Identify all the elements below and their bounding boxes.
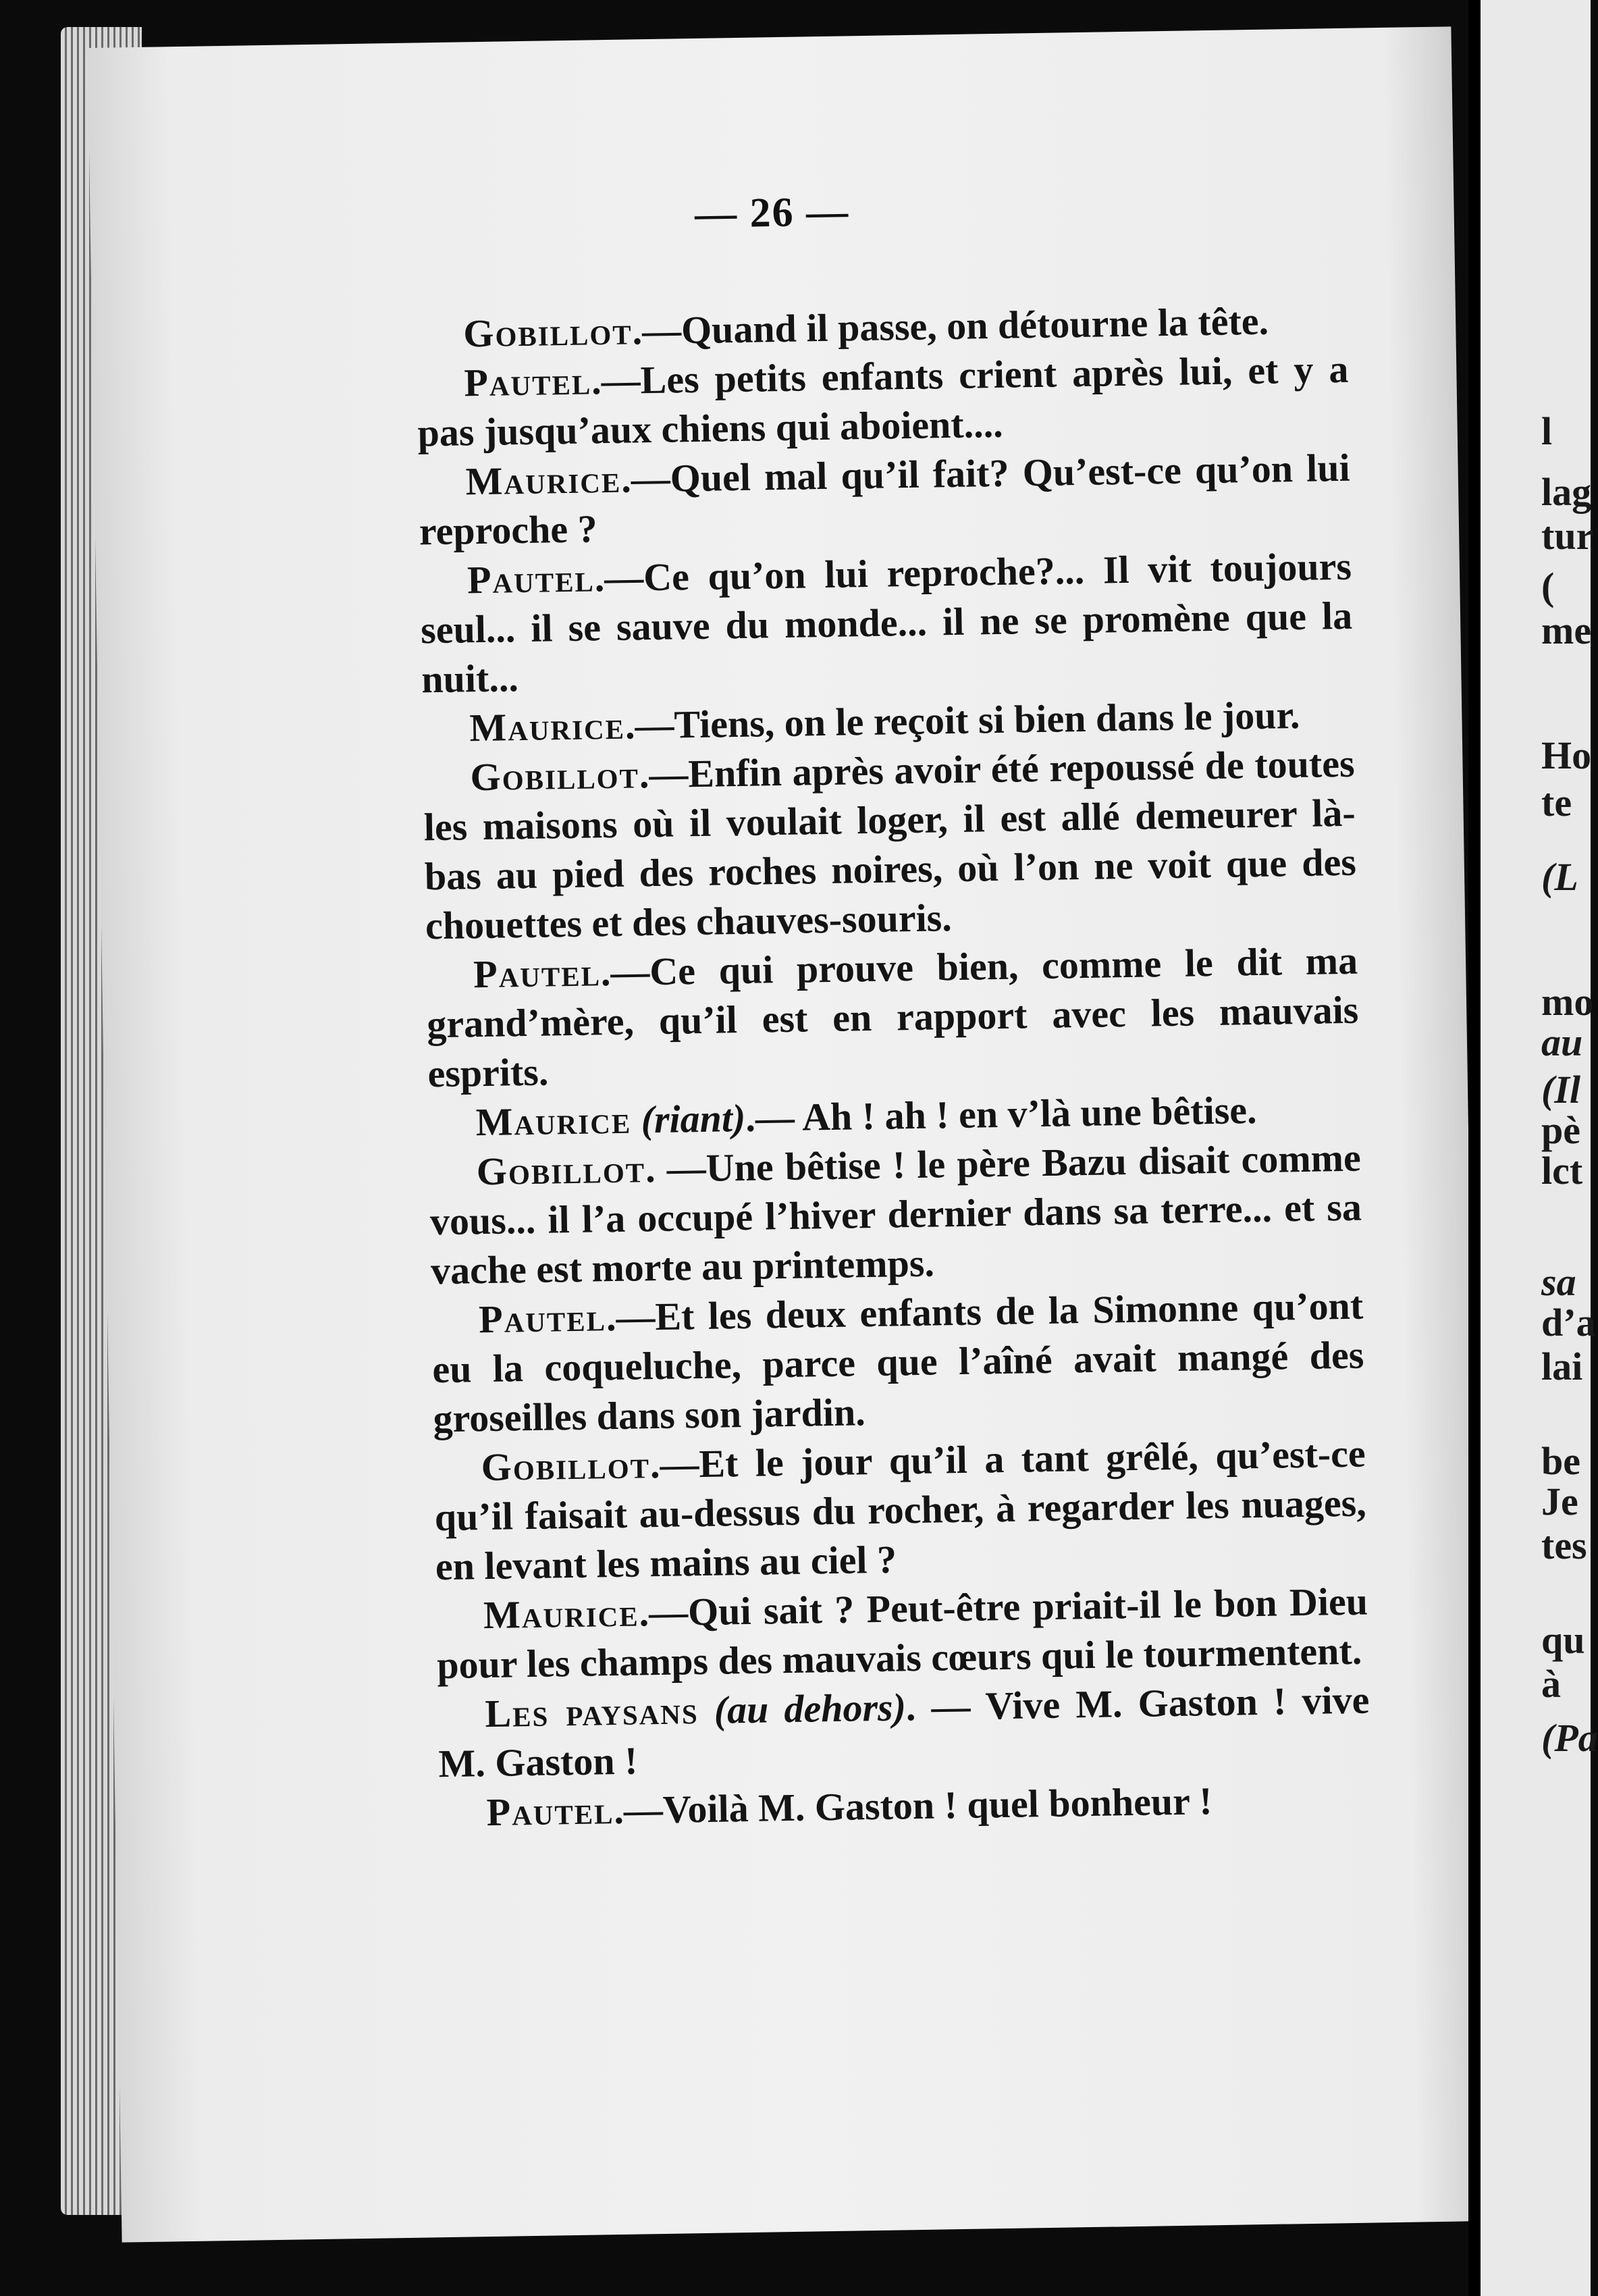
facing-page-fragment: mo: [1541, 980, 1594, 1024]
dialogue-text-run: .—Les petits enfants crient après lui, et y a pas jusqu’aux chiens qui aboient....: [417, 346, 1349, 455]
dialogue-line: [423, 739, 1357, 951]
stage-direction: (riant): [641, 1095, 746, 1142]
speaker-name: Maurice: [465, 456, 622, 504]
dialogue-text-run: .— Ah ! ah ! en v’là une bêtise.: [745, 1088, 1257, 1140]
speaker-name: Pautel: [467, 556, 595, 602]
facing-page-fragment: (: [1541, 565, 1555, 608]
facing-page-fragment: pè: [1541, 1108, 1580, 1152]
facing-page-fragment: lag: [1541, 470, 1592, 514]
speaker-name: Gobillot: [476, 1147, 646, 1194]
speaker-name: Pautel: [463, 359, 592, 405]
facing-page-fragment: à: [1541, 1662, 1561, 1706]
facing-page-fragment: d’a: [1541, 1301, 1596, 1345]
dialogue-line: [419, 542, 1353, 704]
dialogue-text-run: . —Une bêtise ! le père Bazu disait comme vous... il l’a occupé l’hiver dernier dans sa terre... et sa vache est morte au printemps.: [429, 1135, 1362, 1293]
page-number: — 26 —: [694, 188, 850, 237]
facing-page-fragment: (L: [1541, 855, 1578, 899]
dialogue-text-run: .—Enfin après avoir été repoussé de toutes les maisons où il voulait loger, il est allé demeurer là-bas au pied des roches noires, où l’on ne voit que des chouettes et des chauves-souris.: [423, 741, 1357, 948]
dialogue-line: [426, 936, 1360, 1099]
dialogue-text: [416, 295, 1371, 1837]
dialogue-text-run: .—Voilà M. Gaston ! quel bonheur !: [613, 1779, 1213, 1833]
facing-page-fragment: Je: [1541, 1480, 1578, 1523]
dialogue-line: [431, 1281, 1365, 1444]
facing-page-fragment: te: [1541, 781, 1572, 825]
facing-page-fragment: me: [1541, 608, 1592, 652]
dialogue-line: [417, 344, 1350, 458]
speaker-name: Maurice: [483, 1590, 640, 1638]
dialogue-text-run: .—Ce qu’on lui reproche?... Il vit toujours seul... il se sauve du monde... il ne se promène que la nuit...: [420, 544, 1353, 702]
speaker-name: Gobillot: [470, 752, 640, 800]
dialogue-text-run: .—Tiens, on le reçoit si bien dans le jour.: [624, 692, 1300, 748]
speaker-name: Pautel: [486, 1788, 614, 1835]
facing-page-fragment: lct: [1541, 1149, 1583, 1193]
dialogue-text-run: .—Et le jour qu’il a tant grêlé, qu’est-ce qu’il faisait au-dessus du rocher, à regarder les nuages, en levant les mains au ciel ?: [434, 1431, 1367, 1589]
dialogue-text-run: .—Qui sait ? Peut-être priait-il le bon Dieu pour les champs des mauvais cœurs qui le tourmentent.: [436, 1579, 1368, 1688]
facing-page-fragment: au: [1541, 1020, 1583, 1064]
dialogue-line: [433, 1429, 1367, 1592]
facing-page-fragment: be: [1541, 1439, 1580, 1483]
dialogue-text-run: .—Et les deux enfants de la Simonne qu’ont eu la coqueluche, parce que l’aîné avait mangé des groseilles dans son jardin.: [431, 1283, 1364, 1441]
facing-page-fragment: (Pa: [1541, 1716, 1598, 1760]
facing-page-fragment: (Il: [1541, 1068, 1580, 1112]
dialogue-text-run: . — Vive M. Gaston ! vive M. Gaston !: [438, 1677, 1370, 1786]
speaker-name: Les paysans: [484, 1688, 699, 1736]
dialogue-line: [437, 1675, 1370, 1789]
facing-page: [1481, 0, 1598, 2296]
facing-page-fragment: Ho: [1541, 733, 1592, 777]
dialogue-line: [429, 1133, 1362, 1296]
speaker-name: Maurice: [469, 703, 626, 750]
facing-page-fragment: sa: [1541, 1260, 1576, 1304]
speaker-name: Pautel: [478, 1295, 607, 1342]
speaker-name: Pautel: [473, 950, 602, 997]
dialogue-text-run: .—Quel mal qu’il fait? Qu’est-ce qu’on lui reproche ?: [419, 445, 1351, 554]
dialogue-line: [436, 1577, 1369, 1690]
facing-page-fragment: lai: [1541, 1345, 1583, 1388]
facing-page-fragment: l: [1541, 409, 1553, 453]
page-gutter: [1468, 0, 1481, 2296]
speaker-name: Maurice: [475, 1097, 632, 1145]
speaker-name: Gobillot: [481, 1442, 651, 1490]
dialogue-text-run: .—Ce qui prouve bien, comme le dit ma grand’mère, qu’il est en rapport avec les mauvais esprits.: [426, 938, 1359, 1096]
facing-page-fragment: tur: [1541, 514, 1594, 558]
facing-page-fragment: tes: [1541, 1523, 1587, 1567]
stage-direction: (au dehors): [714, 1685, 907, 1732]
facing-page-fragment: qu: [1541, 1618, 1585, 1662]
speaker-name: Gobillot: [462, 309, 633, 356]
book-page: [88, 26, 1486, 2242]
dialogue-text-run: .—Quand il passe, on détourne la tête.: [632, 298, 1269, 353]
dialogue-line: [418, 443, 1351, 556]
